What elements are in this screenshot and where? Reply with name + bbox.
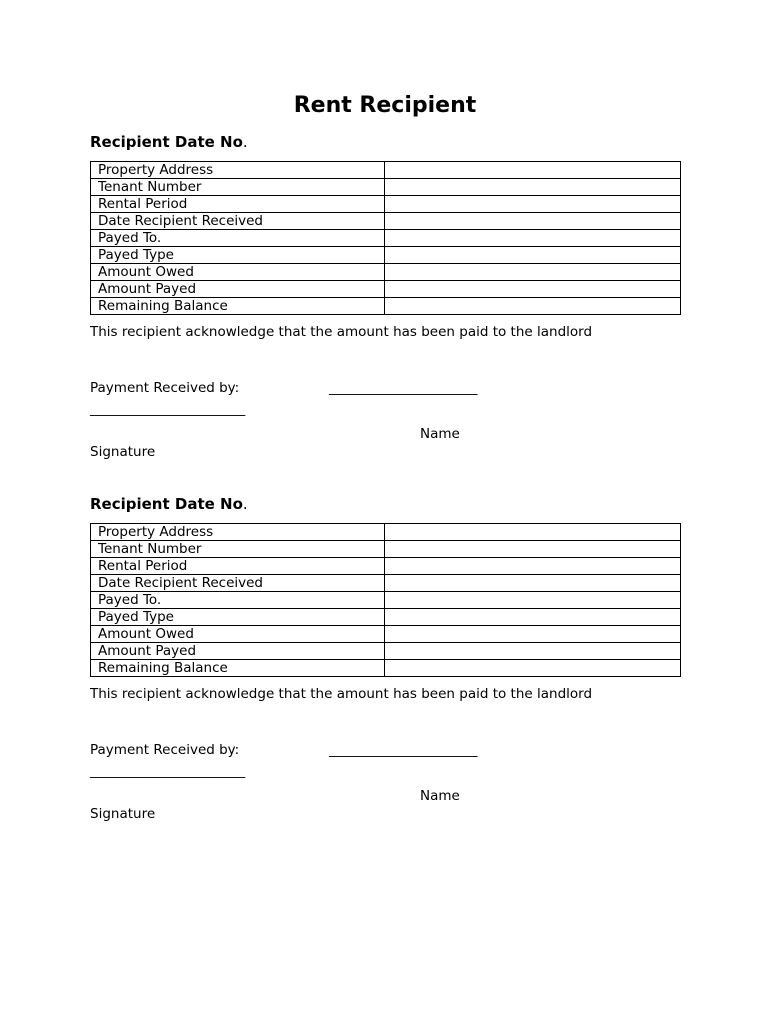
receipt-heading-label: Recipient Date No bbox=[90, 133, 243, 151]
name-label: Name bbox=[420, 788, 460, 804]
row-value-tenant-number[interactable] bbox=[385, 179, 681, 196]
receipt-details-table bbox=[90, 523, 681, 677]
signature-label: Signature bbox=[90, 806, 156, 822]
row-value-payed-to[interactable] bbox=[385, 230, 681, 247]
row-label-remaining-balance: Remaining Balance bbox=[91, 660, 385, 677]
receipt-details-table bbox=[90, 161, 681, 315]
table-row bbox=[91, 230, 681, 247]
row-label-amount-payed: Amount Payed bbox=[91, 643, 385, 660]
row-value-remaining-balance[interactable] bbox=[385, 298, 681, 315]
signature-line[interactable]: _______________________ bbox=[90, 763, 246, 779]
row-label-payed-to: Payed To. bbox=[91, 230, 385, 247]
row-value-payed-to[interactable] bbox=[385, 592, 681, 609]
name-line[interactable]: ______________________ bbox=[329, 742, 478, 758]
table-row bbox=[91, 247, 681, 264]
name-line[interactable]: ______________________ bbox=[329, 380, 478, 396]
receipt-section-2 bbox=[90, 494, 680, 844]
row-label-property-address: Property Address bbox=[91, 162, 385, 179]
row-value-amount-owed[interactable] bbox=[385, 264, 681, 281]
row-label-remaining-balance: Remaining Balance bbox=[91, 298, 385, 315]
row-value-amount-owed[interactable] bbox=[385, 626, 681, 643]
table-row bbox=[91, 609, 681, 626]
row-label-payed-type: Payed Type bbox=[91, 247, 385, 264]
row-value-rental-period[interactable] bbox=[385, 558, 681, 575]
table-row bbox=[91, 643, 681, 660]
table-row bbox=[91, 264, 681, 281]
row-value-amount-payed[interactable] bbox=[385, 643, 681, 660]
row-value-payed-type[interactable] bbox=[385, 609, 681, 626]
receipt-heading bbox=[90, 494, 248, 514]
row-label-date-received: Date Recipient Received bbox=[91, 213, 385, 230]
row-label-tenant-number: Tenant Number bbox=[91, 541, 385, 558]
row-label-rental-period: Rental Period bbox=[91, 196, 385, 213]
table-row bbox=[91, 281, 681, 298]
row-label-tenant-number: Tenant Number bbox=[91, 179, 385, 196]
payment-received-label: Payment Received by: bbox=[90, 380, 240, 396]
row-label-amount-payed: Amount Payed bbox=[91, 281, 385, 298]
receipt-heading bbox=[90, 132, 248, 152]
acknowledgement-text: This recipient acknowledge that the amount has been paid to the landlord bbox=[90, 324, 593, 340]
document-title: Rent Recipient bbox=[293, 93, 477, 118]
signature-line[interactable]: _______________________ bbox=[90, 401, 246, 417]
table-row bbox=[91, 541, 681, 558]
table-row bbox=[91, 196, 681, 213]
payment-received-label: Payment Received by: bbox=[90, 742, 240, 758]
table-row bbox=[91, 558, 681, 575]
row-label-amount-owed: Amount Owed bbox=[91, 264, 385, 281]
row-value-amount-payed[interactable] bbox=[385, 281, 681, 298]
row-value-remaining-balance[interactable] bbox=[385, 660, 681, 677]
table-row bbox=[91, 660, 681, 677]
table-row bbox=[91, 298, 681, 315]
row-value-payed-type[interactable] bbox=[385, 247, 681, 264]
row-label-rental-period: Rental Period bbox=[91, 558, 385, 575]
table-row bbox=[91, 592, 681, 609]
table-row bbox=[91, 626, 681, 643]
row-label-payed-to: Payed To. bbox=[91, 592, 385, 609]
table-row bbox=[91, 179, 681, 196]
row-value-property-address[interactable] bbox=[385, 162, 681, 179]
row-value-tenant-number[interactable] bbox=[385, 541, 681, 558]
signature-label: Signature bbox=[90, 444, 156, 460]
row-label-amount-owed: Amount Owed bbox=[91, 626, 385, 643]
receipt-heading-label: Recipient Date No bbox=[90, 495, 243, 513]
row-label-property-address: Property Address bbox=[91, 524, 385, 541]
receipt-section-1 bbox=[90, 132, 680, 482]
row-value-rental-period[interactable] bbox=[385, 196, 681, 213]
table-row bbox=[91, 162, 681, 179]
table-row bbox=[91, 575, 681, 592]
receipt-heading-suffix: . bbox=[242, 495, 248, 513]
row-value-date-received[interactable] bbox=[385, 213, 681, 230]
table-row bbox=[91, 213, 681, 230]
row-label-payed-type: Payed Type bbox=[91, 609, 385, 626]
row-value-property-address[interactable] bbox=[385, 524, 681, 541]
row-value-date-received[interactable] bbox=[385, 575, 681, 592]
receipt-heading-suffix: . bbox=[242, 133, 248, 151]
acknowledgement-text: This recipient acknowledge that the amount has been paid to the landlord bbox=[90, 686, 593, 702]
name-label: Name bbox=[420, 426, 460, 442]
table-row bbox=[91, 524, 681, 541]
row-label-date-received: Date Recipient Received bbox=[91, 575, 385, 592]
